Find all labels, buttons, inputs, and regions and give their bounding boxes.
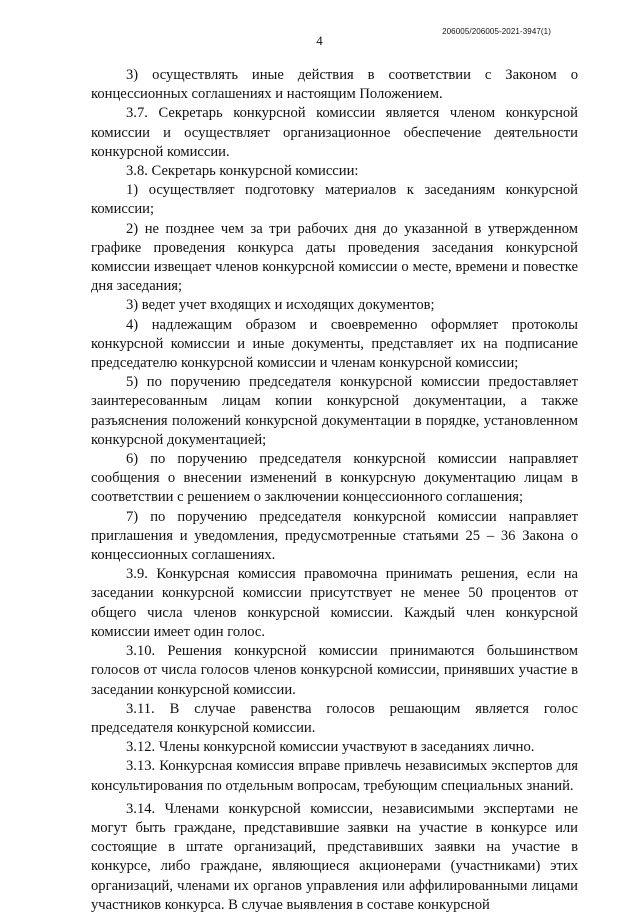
paragraph-3-8-item-3: 3) ведет учет входящих и исходящих документов; <box>126 297 435 314</box>
paragraph-3-8-item-2: 2) не позднее чем за три рабочих дня до указанной в утвержденном графике проведения конкурса даты проведения заседания конкурсной комиссии извещает членов конкурсной комиссии о месте, времени и повестке дня заседания; <box>91 220 578 295</box>
paragraph-3-10: 3.10. Решения конкурсной комиссии принимаются большинством голосов от числа голосов членов конкурсной комиссии, принявших участие в заседании конкурсной комиссии. <box>91 643 578 698</box>
paragraph-3-8: 3.8. Секретарь конкурсной комиссии: <box>126 163 359 180</box>
paragraph-3-8-item-7: 7) по поручению председателя конкурсной комиссии направляет приглашения и уведомления, предусмотренные статьями 25 – 36 Закона о концессионных соглашениях. <box>91 508 578 564</box>
body-text <box>91 66 578 915</box>
paragraph-3-11: 3.11. В случае равенства голосов решающим является голос председателя конкурсной комиссии. <box>91 700 578 736</box>
paragraph-3-8-item-1: 1) осуществляет подготовку материалов к заседаниям конкурсной комиссии; <box>91 182 578 218</box>
paragraph-3-8-item-5: 5) по поручению председателя конкурсной комиссии предоставляет заинтересованным лицам копии конкурсной документации, а также разъяснения положений конкурсной документации в порядке, установленном конкурсной документацией; <box>91 374 578 448</box>
document-id: 206005/206005-2021-3947(1) <box>442 27 551 36</box>
paragraph-3-12: 3.12. Члены конкурсной комиссии участвуют в заседаниях лично. <box>126 739 535 756</box>
paragraph-3-7: 3.7. Секретарь конкурсной комиссии является членом конкурсной комиссии и осуществляет организационное обеспечение деятельности конкурсной комиссии. <box>91 105 578 160</box>
paragraph-3-13: 3.13. Конкурсная комиссия вправе привлечь независимых экспертов для консультирования по отдельным вопросам, требующим специальных знаний. <box>91 758 578 794</box>
paragraph-3-9: 3.9. Конкурсная комиссия правомочна принимать решения, если на заседании конкурсной комиссии присутствует не менее 50 процентов от общего числа членов конкурсной комиссии. Каждый член конкурсной комиссии имеет один голос. <box>91 566 578 640</box>
paragraph-3-14: 3.14. Членами конкурсной комиссии, независимыми экспертами не могут быть граждане, представившие заявки на участие в конкурсе или состоящие в штате организаций, представивших заявки на участие в конкурсе, либо граждане, являющиеся акционерами (участниками) этих организаций, членами их органов управления или аффилированными лицами участников конкурса. В случае выявления в составе конкурсной <box>91 800 578 913</box>
paragraph-3-8-item-4: 4) надлежащим образом и своевременно оформляет протоколы конкурсной комиссии и иные документы, представляет их на подписание председателю конкурсной комиссии и членам конкурсной комиссии; <box>91 316 578 372</box>
paragraph-3-8-item-6: 6) по поручению председателя конкурсной комиссии направляет сообщения о внесении изменений в конкурсную документацию лицам в соответствии с решением о заключении концессионного соглашения; <box>91 451 578 506</box>
page-number: 4 <box>316 33 323 48</box>
paragraph-3-3: 3) осуществлять иные действия в соответствии с Законом о концессионных соглашениях и настоящим Положением. <box>91 67 578 103</box>
